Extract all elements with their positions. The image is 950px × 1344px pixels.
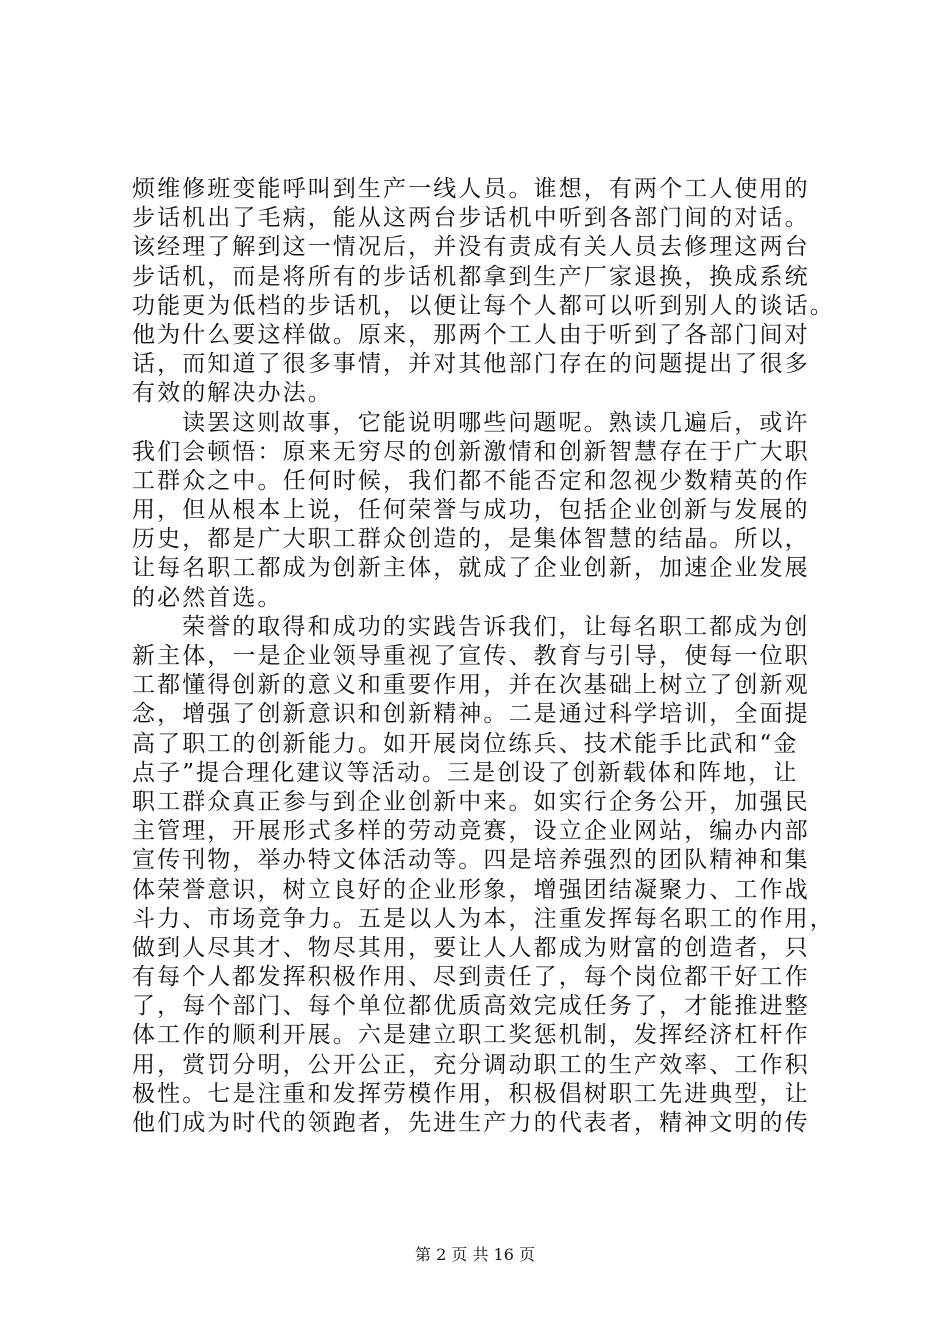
text-line: 体荣誉意识，树立良好的企业形象，增强团结凝聚力、工作战 — [132, 876, 810, 903]
text-line: 用，赏罚分明，公开公正，充分调动职工的生产效率、工作积 — [132, 1051, 810, 1078]
text-line: 极性。七是注重和发挥劳模作用，积极倡树职工先进典型，让 — [132, 1080, 810, 1107]
text-line: 念，增强了创新意识和创新精神。二是通过科学培训，全面提 — [132, 701, 810, 728]
text-line: 话，而知道了很多事情，并对其他部门存在的问题提出了很多 — [132, 351, 810, 378]
paragraph-first-line: 读罢这则故事，它能说明哪些问题呢。熟读几遍后，或许 — [182, 409, 810, 436]
text-line: 我们会顿悟：原来无穷尽的创新激情和创新智慧存在于广大职 — [132, 438, 810, 465]
paragraph-first-line: 荣誉的取得和成功的实践告诉我们，让每名职工都成为创 — [182, 613, 810, 640]
text-line: 高了职工的创新能力。如开展岗位练兵、技术能手比武和“金 — [132, 730, 799, 757]
text-line: 用，但从根本上说，任何荣誉与成功，包括企业创新与发展的 — [132, 497, 810, 524]
text-line: 工都懂得创新的意义和重要作用，并在次基础上树立了创新观 — [132, 672, 810, 699]
text-line: 了，每个部门、每个单位都优质高效完成任务了，才能推进整 — [132, 993, 810, 1020]
text-line: 步话机出了毛病，能从这两台步话机中听到各部门间的对话。 — [132, 205, 810, 232]
text-line: 主管理，开展形式多样的劳动竞赛，设立企业网站，编办内部 — [132, 818, 810, 845]
text-line: 的必然首选。 — [132, 584, 283, 611]
text-line: 他为什么要这样做。原来，那两个工人由于听到了各部门间对 — [132, 321, 810, 348]
document-body — [132, 175, 842, 1138]
text-line: 该经理了解到这一情况后，并没有责成有关人员去修理这两台 — [132, 234, 810, 261]
text-line: 历史，都是广大职工群众创造的，是集体智慧的结晶。所以， — [132, 526, 810, 553]
text-line: 让每名职工都成为创新主体，就成了企业创新，加速企业发展 — [132, 555, 810, 582]
text-line: 步话机，而是将所有的步话机都拿到生产厂家退换，换成系统 — [132, 263, 810, 290]
text-line: 烦维修班变能呼叫到生产一线人员。谁想，有两个工人使用的 — [132, 176, 810, 202]
text-line: 职工群众真正参与到企业创新中来。如实行企务公开，加强民 — [132, 788, 810, 815]
text-line: 他们成为时代的领跑者，先进生产力的代表者，精神文明的传 — [132, 1110, 810, 1136]
text-line: 斗力、市场竞争力。五是以人为本，注重发挥每名职工的作用， — [132, 905, 835, 932]
text-line: 宣传刊物，举办特文体活动等。四是培养强烈的团队精神和集 — [132, 847, 810, 874]
text-line: 做到人尽其才、物尽其用，要让人人都成为财富的创造者，只 — [132, 934, 810, 961]
text-line: 点子”提合理化建议等活动。三是创设了创新载体和阵地，让 — [132, 759, 799, 786]
text-line: 新主体，一是企业领导重视了宣传、教育与引导，使每一位职 — [132, 643, 810, 669]
text-line: 有每个人都发挥积极作用、尽到责任了，每个岗位都干好工作 — [132, 964, 810, 991]
text-line: 体工作的顺利开展。六是建立职工奖惩机制，发挥经济杠杆作 — [132, 1022, 810, 1049]
text-line: 有效的解决办法。 — [132, 380, 333, 407]
text-line: 工群众之中。任何时候，我们都不能否定和忽视少数精英的作 — [132, 467, 810, 494]
text-line: 功能更为低档的步话机，以便让每个人都可以听到别人的谈话。 — [132, 292, 835, 319]
page-number-footer: 第 2 页 共 16 页 — [415, 1245, 535, 1264]
